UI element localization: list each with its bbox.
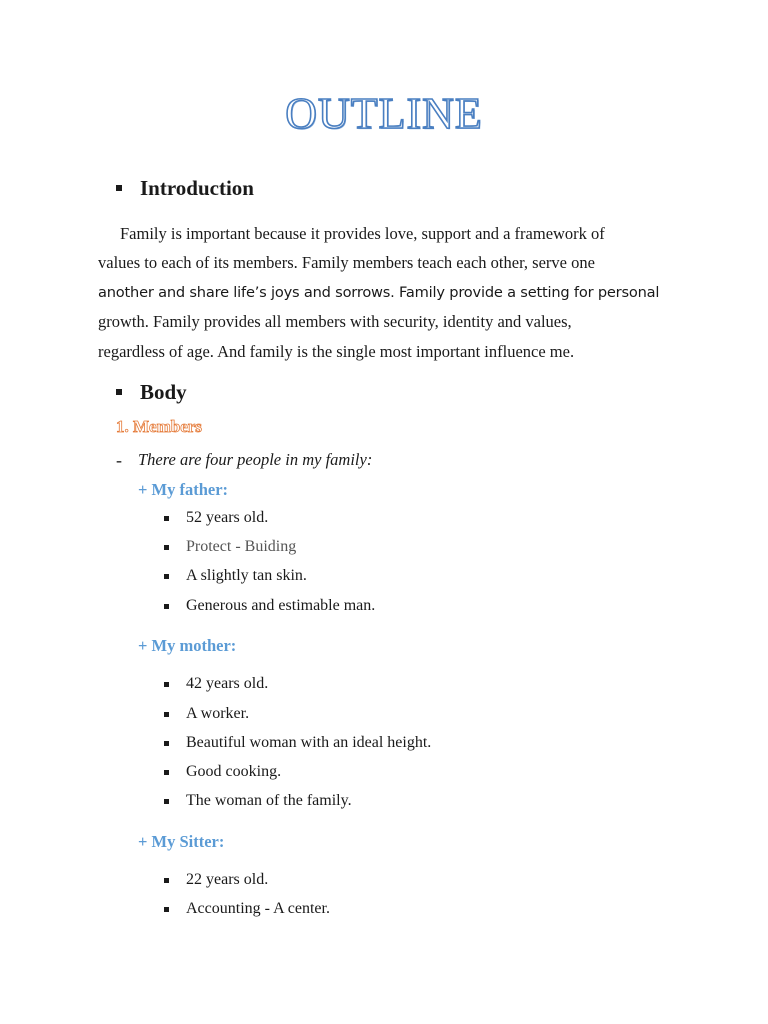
square-bullet-icon [164,878,169,883]
mother-label: + My mother: [138,636,237,655]
members-heading: 1. Members [116,417,202,436]
paragraph-line: another and share life’s joys and sorrows. Family provide a setting for personal [98,283,660,301]
paragraph-line: regardless of age. And family is the single most important influence me. [98,341,575,361]
list-item: Good cooking. [186,763,281,781]
list-item: The woman of the family. [186,792,352,810]
list-item: Protect - Buiding [186,538,296,556]
section-heading-label: Body [140,380,187,404]
father-label: + My father: [138,480,229,499]
square-bullet-icon [164,682,169,687]
square-bullet-icon [164,574,169,579]
square-bullet-icon [164,907,169,912]
square-bullet-icon [164,712,169,717]
section-heading-label: Introduction [140,176,254,200]
list-item: 22 years old. [186,871,268,889]
square-bullet-icon [164,741,169,746]
paragraph-line: values to each of its members. Family members teach each other, serve one [98,253,595,273]
dash-marker: - [116,450,122,470]
list-item: Beautiful woman with an ideal height. [186,734,431,752]
list-item: A slightly tan skin. [186,567,307,585]
square-bullet-icon [116,389,122,395]
square-bullet-icon [164,799,169,804]
list-item: Accounting - A center. [186,900,330,918]
intro-paragraph [98,219,678,366]
sitter-label: + My Sitter: [138,832,225,851]
section-heading-body [140,380,187,405]
document-title: OUTLINE [285,89,483,138]
paragraph-line: Family is important because it provides love, support and a framework of [120,224,605,243]
list-item: Generous and estimable man. [186,597,375,615]
paragraph-line: growth. Family provides all members with security, identity and values, [98,312,572,332]
square-bullet-icon [116,185,122,191]
members-intro: There are four people in my family: [138,450,373,469]
list-item: A worker. [186,705,249,723]
square-bullet-icon [164,604,169,609]
square-bullet-icon [164,545,169,550]
list-item: 42 years old. [186,675,268,693]
section-heading-introduction [140,176,254,201]
square-bullet-icon [164,770,169,775]
list-item: 52 years old. [186,509,268,527]
square-bullet-icon [164,516,169,521]
